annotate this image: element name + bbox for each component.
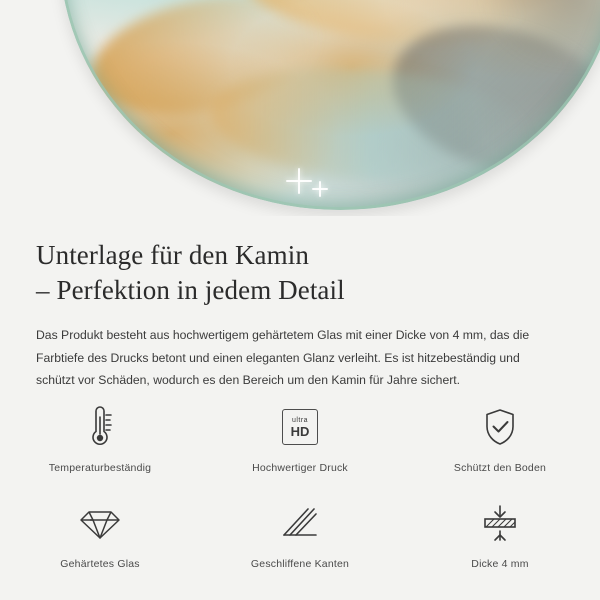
headline-line-2: – Perfektion in jedem Detail xyxy=(36,275,345,306)
ultra-hd-icon xyxy=(273,400,327,454)
polished-edges-icon xyxy=(273,496,327,550)
shield-check-icon xyxy=(473,400,527,454)
glass-plate-product-image xyxy=(60,0,600,210)
diamond-icon xyxy=(73,496,127,550)
feature-item-print-quality xyxy=(200,392,400,474)
page-title xyxy=(0,216,600,308)
hero-image xyxy=(0,0,600,216)
feature-label: Geschliffene Kanten xyxy=(250,558,350,570)
feature-label: Schützt den Boden xyxy=(453,462,547,474)
feature-label: Gehärtetes Glas xyxy=(60,558,140,570)
thickness-icon xyxy=(473,496,527,550)
badge-big-text: HD xyxy=(290,423,310,439)
feature-item-thickness xyxy=(400,488,600,570)
description-paragraph: Das Produkt besteht aus hochwertigem gehärtetem Glas mit einer Dicke von 4 mm, das die Farbtiefe des Drucks betont und einen eleganten Glanz verleiht. Es ist hitzebeständig und schützt vor Schäden, wodurch es den Bereich um den Kamin für Jahre sichert. xyxy=(36,328,530,388)
feature-grid xyxy=(0,392,600,570)
description-content xyxy=(0,216,600,392)
feature-label: Temperaturbeständig xyxy=(48,462,152,474)
badge-small-text: ultra xyxy=(291,416,309,424)
feature-label: Dicke 4 mm xyxy=(471,558,529,570)
feature-item-temperature xyxy=(0,392,200,474)
thermometer-icon xyxy=(73,400,127,454)
headline-line-1: Unterlage für den Kamin xyxy=(36,240,309,270)
feature-item-tempered-glass xyxy=(0,488,200,570)
feature-label: Hochwertiger Druck xyxy=(252,462,348,474)
feature-item-floor-protection xyxy=(400,392,600,474)
feature-item-polished-edges xyxy=(200,488,400,570)
